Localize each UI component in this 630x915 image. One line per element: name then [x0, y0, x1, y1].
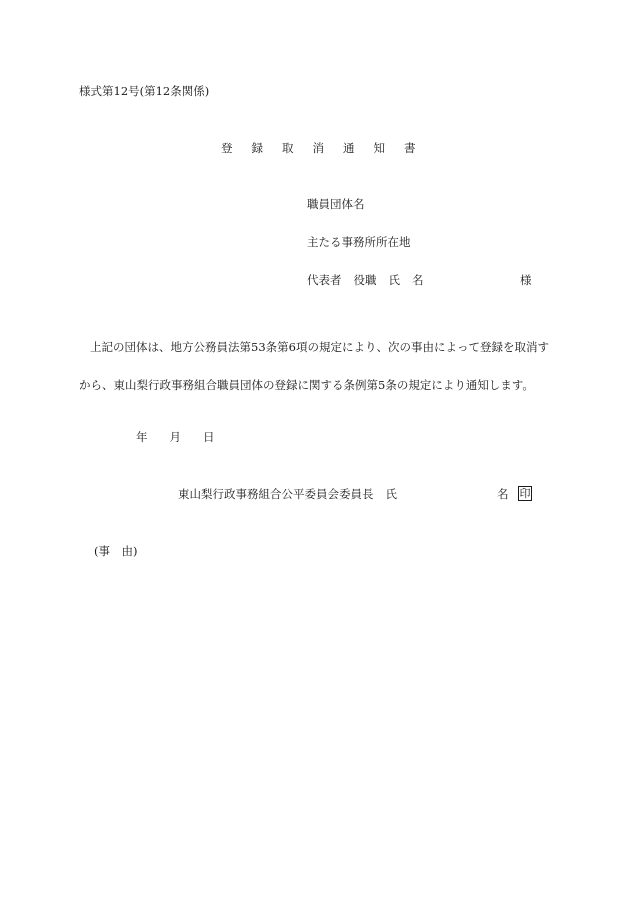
representative-label: 代表者 — [307, 273, 342, 287]
title-char: 知 — [373, 141, 385, 155]
title-char: 書 — [404, 141, 416, 155]
given-name-label: 名 — [412, 273, 424, 287]
body-text-line-1: 上記の団体は、地方公務員法第53条第6項の規定により、次の事由によって登録を取消す — [90, 340, 549, 354]
title-char: 通 — [343, 141, 355, 155]
office-location-label: 主たる事務所所在地 — [307, 235, 411, 249]
seal-icon: 印 — [519, 487, 531, 500]
form-number: 様式第12号(第12条関係) — [79, 84, 210, 98]
issuer-given-name-label: 名 — [497, 487, 509, 501]
body-text-line-2: から、東山梨行政事務組合職員団体の登録に関する条例第5条の規定により通知します。 — [79, 378, 534, 392]
reason-text: (事 由) — [94, 544, 138, 558]
issuer-line — [178, 489, 397, 501]
representative-line — [307, 275, 424, 287]
position-label: 役職 — [353, 273, 377, 287]
year-label: 年 — [136, 430, 148, 444]
month-label: 月 — [169, 430, 181, 444]
day-label: 日 — [203, 430, 215, 444]
date-line — [136, 432, 215, 444]
honorific: 様 — [520, 273, 532, 287]
title-char: 消 — [312, 141, 324, 155]
title-char: 取 — [282, 141, 294, 155]
issuer-title: 東山梨行政事務組合公平委員会委員長 — [178, 487, 374, 501]
issuer-family-name-label: 氏 — [385, 487, 397, 501]
org-name-label: 職員団体名 — [307, 197, 365, 211]
reason-label — [94, 546, 137, 558]
title-char: 録 — [251, 141, 263, 155]
document-title — [221, 143, 416, 155]
family-name-label: 氏 — [388, 273, 400, 287]
title-char: 登 — [221, 141, 233, 155]
